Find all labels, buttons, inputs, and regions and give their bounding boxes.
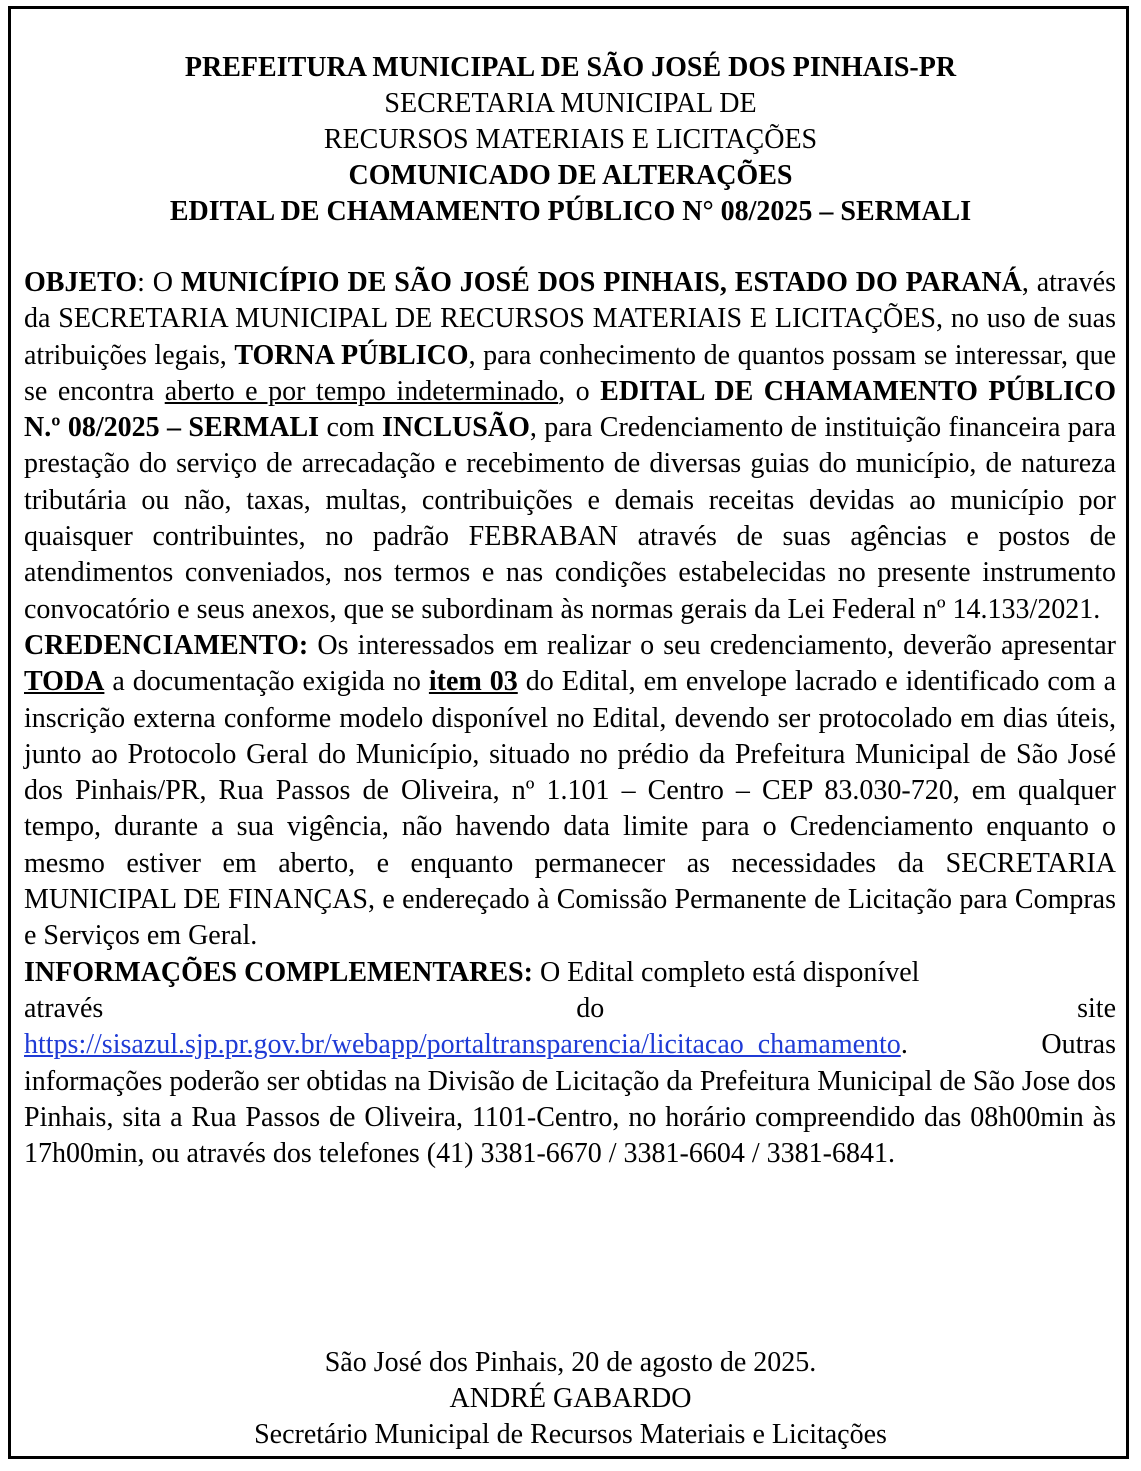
municipality-title: PREFEITURA MUNICIPAL DE SÃO JOSÉ DOS PINHAIS-PR <box>184 52 957 83</box>
objeto-text-2: , através da SECRETARIA MUNICIPAL DE RECURSOS MATERIAIS E LICITAÇÕES, no uso de suas atribuições legais, <box>24 267 1117 371</box>
credenciamento-toda: TODA <box>24 666 105 698</box>
objeto-label: OBJETO <box>24 267 138 298</box>
informacoes-continuation <box>24 1027 1116 1172</box>
informacoes-label: INFORMAÇÕES COMPLEMENTARES: <box>24 956 533 988</box>
credenciamento-text-2: a documentação exigida no <box>104 666 429 698</box>
objeto-inclusao: INCLUSÃO <box>382 412 530 444</box>
document-header <box>0 50 1141 230</box>
objeto-paragraph <box>24 265 1116 628</box>
objeto-text-6: , para Credenciamento de instituição financeira para prestação do serviço de arrecadação e recebimento de diversas guias do município, de natureza tributária ou não, taxas, multas, contribuições e demais receitas devidas ao município por quaisquer contribuintes, no padrão FEBRABAN através de suas agências e postos de atendimentos conveniados, nos termos e nas condições estabelecidas no presente instrumento convocatório e seus anexos, que se subordinam às normas gerais da Lei Federal nº 14.133/2021. <box>24 412 1116 625</box>
portal-transparencia-link[interactable]: https://sisazul.sjp.pr.gov.br/webapp/portaltransparencia/licitacao_chamamento <box>24 1029 901 1061</box>
informacoes-paragraph <box>24 955 1116 991</box>
informacoes-word-do: do <box>576 992 605 1024</box>
objeto-aberto-indeterminado: aberto e por tempo indeterminado <box>164 375 559 407</box>
signatory-role: Secretário Municipal de Recursos Materiais e Licitações <box>254 1419 887 1450</box>
credenciamento-label: CREDENCIAMENTO: <box>24 629 309 661</box>
objeto-edital-ref: EDITAL DE CHAMAMENTO PÚBLICO N.º 08/2025 – SERMALI <box>24 375 1116 444</box>
objeto-torna-publico: TORNA PÚBLICO <box>234 339 469 371</box>
credenciamento-text-3: do Edital, em envelope lacrado e identificado com a inscrição externa conforme modelo disponível no Edital, devendo ser protocolado em dias úteis, junto ao Protocolo Geral do Município, situado no prédio da Prefeitura Municipal de São José dos Pinhais/PR, Rua Passos de Oliveira, nº 1.101 – Centro – CEP 83.030-720, em qualquer tempo, durante a sua vigência, não havendo data limite para o Credenciamento enquanto o mesmo estiver em aberto, e enquanto permanecer as necessidades da SECRETARIA MUNICIPAL DE FINANÇAS, e endereçado à Comissão Permanente de Licitação para Compras e Serviços em Geral. <box>24 666 1117 952</box>
signatory-name: ANDRÉ GABARDO <box>449 1383 692 1414</box>
objeto-municipio: MUNICÍPIO DE SÃO JOSÉ DOS PINHAIS, ESTADO DO PARANÁ <box>180 267 1022 298</box>
informacoes-site-line <box>24 991 1116 1027</box>
informacoes-word-atraves: através <box>24 992 104 1024</box>
objeto-text-1: : O <box>137 267 181 298</box>
document-footer <box>0 1345 1141 1453</box>
informacoes-text-2: . Outras informações poderão ser obtidas na Divisão de Licitação da Prefeitura Municipal de São Jose dos Pinhais, sita a Rua Passos de Oliveira, 1101-Centro, no horário compreendido das 08h00min às 17h00min, ou através dos telefones (41) 3381-6670 / 3381-6604 / 3381-6841. <box>24 1029 1116 1170</box>
objeto-text-3: , para conhecimento de quantos possam se interessar, que se encontra <box>24 339 1116 407</box>
objeto-text-4: , o <box>558 375 601 407</box>
secretariat-line-2: RECURSOS MATERIAIS E LICITAÇÕES <box>323 124 818 155</box>
objeto-text-5: com <box>319 412 383 444</box>
informacoes-text-1: O Edital completo está disponível <box>532 956 920 988</box>
notice-title: COMUNICADO DE ALTERAÇÕES <box>348 160 793 191</box>
credenciamento-text-1: Os interessados em realizar o seu credenciamento, deverão apresentar <box>308 629 1116 661</box>
secretariat-line-1: SECRETARIA MUNICIPAL DE <box>384 88 757 119</box>
signature-date: São José dos Pinhais, 20 de agosto de 2025. <box>324 1347 817 1378</box>
document-body <box>24 265 1116 1172</box>
credenciamento-item-03: item 03 <box>428 666 518 698</box>
credenciamento-paragraph <box>24 628 1116 955</box>
edital-title: EDITAL DE CHAMAMENTO PÚBLICO N° 08/2025 – SERMALI <box>169 196 972 227</box>
informacoes-word-site: site <box>1077 992 1116 1024</box>
